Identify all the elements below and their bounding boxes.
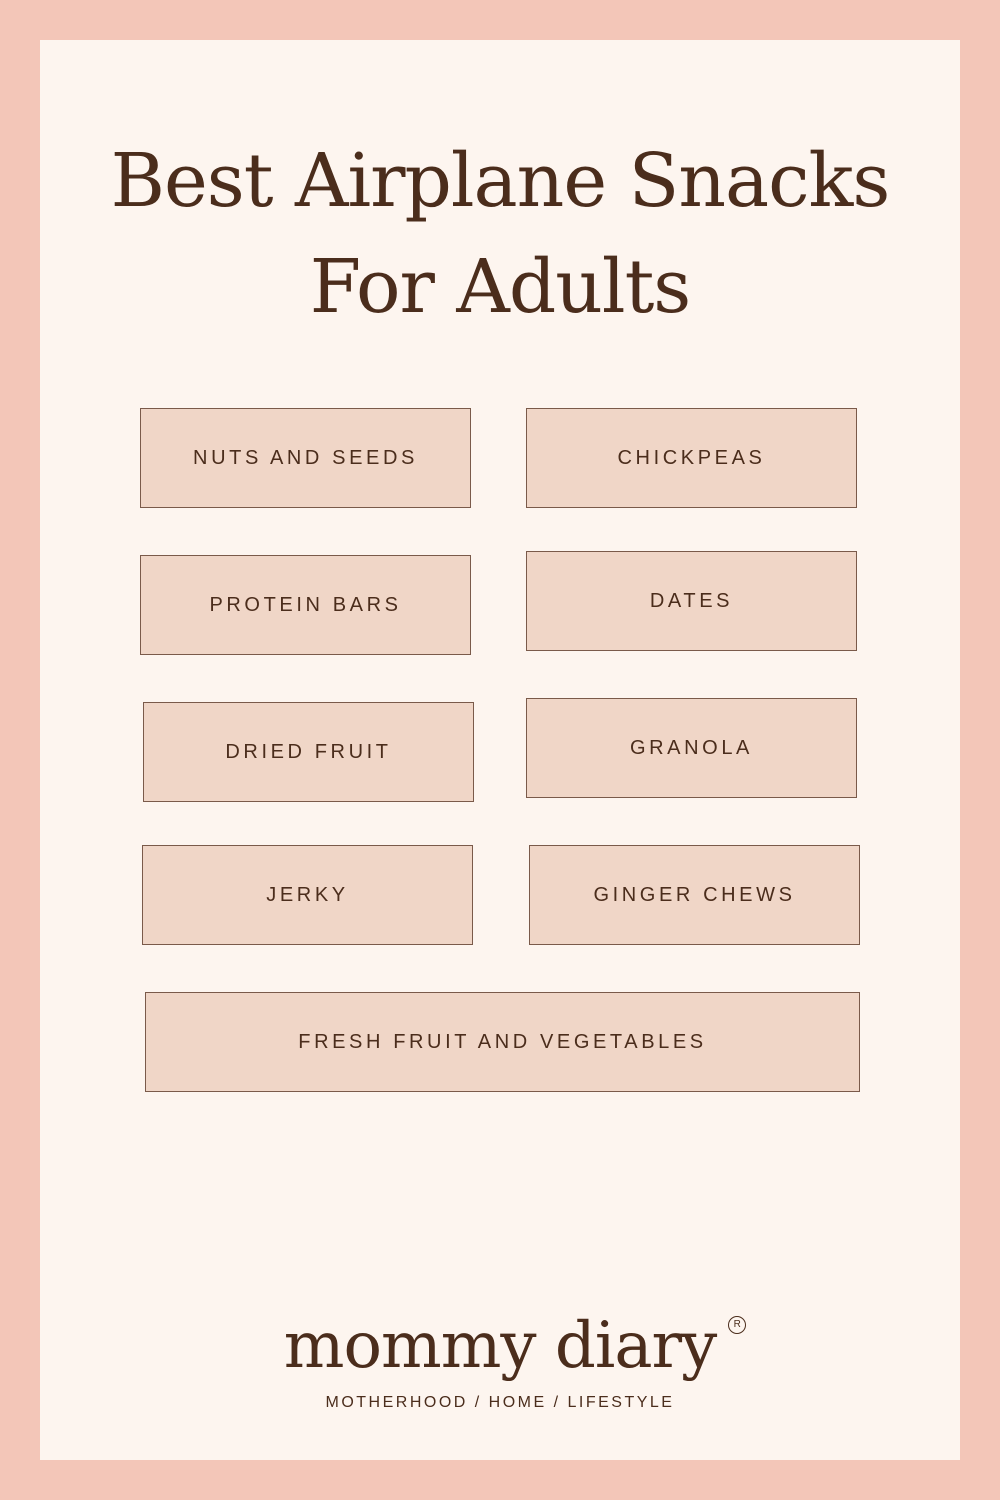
- snack-tag-dates: DATES: [526, 551, 857, 651]
- page-title: [0, 128, 1000, 340]
- snack-tag-nuts-and-seeds: NUTS AND SEEDS: [140, 408, 471, 508]
- snack-tag-protein-bars: PROTEIN BARS: [140, 555, 471, 655]
- snack-tag-fresh-fruit-and-vegetables: FRESH FRUIT AND VEGETABLES: [145, 992, 860, 1092]
- brand-footer: [0, 1306, 1000, 1412]
- snack-tag-dried-fruit: DRIED FRUIT: [143, 702, 474, 802]
- snack-tag-chickpeas: CHICKPEAS: [526, 408, 857, 508]
- title-line-2: For Adults: [309, 244, 691, 330]
- brand-logo: [283, 1306, 741, 1386]
- logo-text: mommy diary: [283, 1309, 717, 1383]
- brand-tagline: MOTHERHOOD / HOME / LIFESTYLE: [325, 1394, 675, 1411]
- title-line-1: Best Airplane Snacks: [110, 138, 890, 224]
- snack-tag-jerky: JERKY: [142, 845, 473, 945]
- snack-tag-ginger-chews: GINGER CHEWS: [529, 845, 860, 945]
- registered-mark-icon: R: [728, 1316, 746, 1334]
- snack-tag-granola: GRANOLA: [526, 698, 857, 798]
